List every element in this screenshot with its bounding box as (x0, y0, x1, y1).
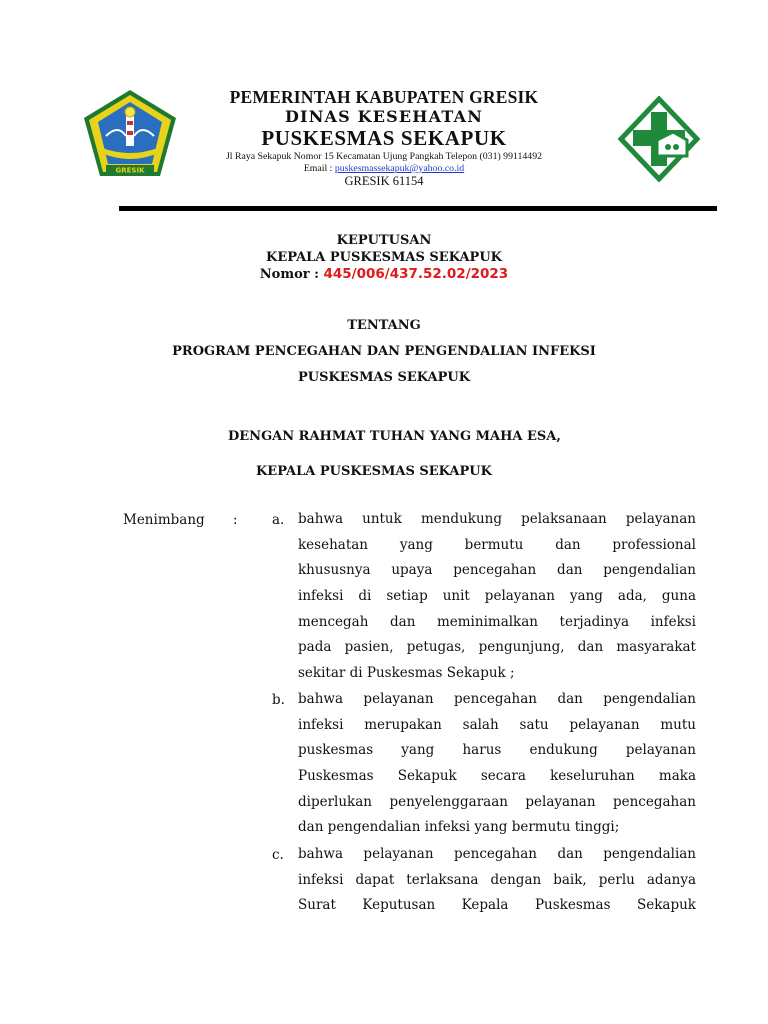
subject-line-1: PROGRAM PENCEGAHAN DAN PENGENDALIAN INFEKSI (172, 344, 596, 359)
item-b-line: puskesmas yang harus endukung pelayanan (298, 742, 696, 759)
gresik-emblem-icon (82, 88, 178, 178)
item-a-line: pada pasien, petugas, pengunjung, dan masyarakat (298, 639, 696, 656)
item-a-line: infeksi di setiap unit pelayanan yang ada, guna (298, 588, 696, 605)
item-a-line: sekitar di Puskesmas Sekapuk ; (298, 665, 515, 682)
considering-colon: : (233, 512, 238, 528)
about-heading: TENTANG (347, 318, 421, 333)
city-postcode: GRESIK 61154 (344, 174, 424, 188)
item-c-line: bahwa pelayanan pencegahan dan pengendalian (298, 846, 696, 862)
decree-number-line (0, 266, 768, 282)
organization-name: PUSKESMAS SEKAPUK (261, 126, 507, 150)
email-label: Email : (303, 163, 335, 174)
emblem-text: GRESIK (115, 166, 145, 175)
item-c-line: infeksi dapat terlaksana dengan baik, perlu adanya (298, 871, 696, 888)
item-b-text (298, 687, 696, 841)
item-b-line: Puskesmas Sekapuk secara keseluruhan maka (298, 768, 696, 785)
item-b-line: diperlukan penyelenggaraan pelayanan pencegahan (298, 793, 696, 810)
decree-number: 445/006/437.52.02/2023 (323, 266, 509, 282)
department-name: DINAS KESEHATAN (284, 107, 484, 126)
letterhead-divider (119, 206, 717, 211)
address-line: Jl Raya Sekapuk Nomor 15 Kecamatan Ujung Pangkah Telepon (031) 99114492 (225, 151, 543, 162)
item-a-line: kesehatan yang bermutu dan professional (298, 536, 696, 553)
issuer-line: KEPALA PUSKESMAS SEKAPUK (256, 464, 492, 479)
decree-issuer: KEPALA PUSKESMAS SEKAPUK (266, 250, 502, 265)
item-b-line: bahwa pelayanan pencegahan dan pengendalian (298, 691, 696, 707)
item-a-text (298, 507, 696, 687)
item-b-marker: b. (272, 692, 285, 708)
item-a-line: khususnya upaya pencegahan dan pengendalian (298, 562, 696, 579)
puskesmas-cross-icon (617, 96, 701, 182)
decree-title: KEPUTUSAN (336, 233, 432, 248)
considering-label: Menimbang (123, 512, 205, 528)
item-c-line: Surat Keputusan Kepala Puskesmas Sekapuk (298, 897, 696, 914)
email-line (180, 163, 588, 174)
grace-line: DENGAN RAHMAT TUHAN YANG MAHA ESA, (228, 429, 561, 444)
subject-line-2: PUSKESMAS SEKAPUK (297, 370, 471, 385)
decree-number-label: Nomor : (259, 267, 324, 282)
item-a-line: bahwa untuk mendukung pelaksanaan pelayanan (298, 511, 696, 527)
item-c-marker: c. (272, 847, 284, 863)
item-b-line: infeksi merupakan salah satu pelayanan mutu (298, 716, 696, 733)
email-link[interactable]: puskesmassekapuk@yahoo.co.id (334, 163, 465, 174)
item-a-marker: a. (272, 512, 285, 528)
government-name: PEMERINTAH KABUPATEN GRESIK (229, 87, 539, 107)
item-c-text (298, 842, 696, 919)
item-b-line: dan pengendalian infeksi yang bermutu tinggi; (298, 819, 620, 836)
item-a-line: mencegah dan meminimalkan terjadinya infeksi (298, 613, 696, 630)
